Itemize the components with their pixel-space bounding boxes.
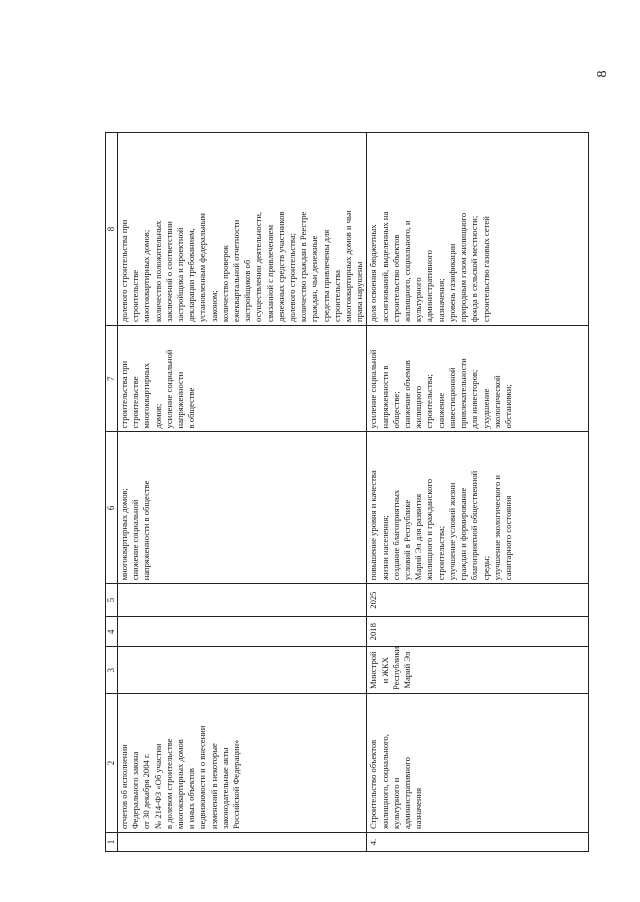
text-line: многоквартирных [141, 363, 152, 429]
row-number-cell [118, 833, 367, 852]
indicators-cell [367, 133, 589, 326]
text-line: права нарушены [354, 261, 365, 322]
text-line: связанной с привлечением [264, 224, 275, 322]
text-line: ухудшение [480, 388, 491, 429]
text-line: Марий Эл [402, 651, 413, 689]
measure-cell [118, 693, 367, 832]
text-line: осуществлении деятельности, [253, 211, 264, 322]
text-line: и ЖКХ [379, 657, 390, 684]
text-line: недвижимости и о внесении [197, 725, 208, 830]
text-line: уровень газификации [446, 243, 457, 322]
text-line: ежеквартальной отчетности [231, 219, 242, 322]
text-line: многоквартирных домов [175, 739, 186, 830]
text-line: денежных средств участников [275, 211, 286, 322]
text-line: Марий Эл для развития [413, 493, 424, 581]
text-line: законодательные акты [219, 747, 230, 830]
text-line: декларации требованиям, [186, 228, 197, 322]
text-line: условий в Республике [402, 499, 413, 581]
text-line: установленным федеральным [197, 213, 208, 322]
text-line: строительства [331, 270, 342, 322]
program-table [105, 132, 589, 852]
text-line: отчетов об исполнении [119, 744, 129, 830]
text-line: напряженности в обществе [141, 480, 152, 581]
text-line: напряженности в [379, 365, 390, 429]
text-line: средства привлечены для [320, 229, 331, 322]
text-line: количество положительных [152, 220, 163, 322]
text-line: жилищного и гражданского [424, 479, 435, 581]
text-line: количество граждан в Реестре [298, 211, 309, 322]
header-cell-5: 5 [106, 584, 118, 617]
header-cell-4: 4 [106, 616, 118, 647]
text-line: жизни населения; [379, 515, 390, 581]
header-cell-2: 2 [106, 693, 118, 832]
text-line: Строительство объектов [368, 739, 379, 830]
executor-cell [367, 647, 589, 693]
text-line: строительство газовых сетей [480, 216, 491, 322]
consequences-cell [367, 326, 589, 432]
text-line: фонда в сельской местности; [469, 215, 480, 322]
table-row [118, 133, 367, 852]
row-number-cell: 4. [367, 833, 589, 852]
text-line: Российской Федерации» [231, 739, 242, 830]
end-year-cell [118, 584, 367, 617]
text-line: жилищного [413, 385, 424, 429]
text-line: среды; [480, 555, 491, 581]
text-line: снижение [435, 392, 446, 429]
text-line: снижение социальной [130, 499, 141, 581]
table-header-row [106, 133, 118, 852]
table-row [367, 133, 589, 852]
text-line: природным газом жилищного [458, 212, 469, 322]
text-line: № 214-ФЗ «Об участии [152, 743, 163, 830]
page-number: 8 [595, 70, 610, 78]
text-line: снижение объемов [402, 360, 413, 429]
text-line: домов; [152, 403, 163, 429]
text-line: долевого строительства; [287, 232, 298, 322]
text-line: долевого строительства при [119, 219, 129, 322]
text-line: многоквартирных домов; [119, 488, 129, 581]
text-line: доля освоения бюджетных [368, 224, 379, 322]
text-line: обществе; [390, 391, 401, 429]
text-line: напряженности [175, 371, 186, 429]
text-line: от 30 декабря 2004 г. [141, 753, 152, 830]
header-cell-7: 7 [106, 326, 118, 432]
text-line: создание благоприятных [390, 489, 401, 581]
expected-result-cell [367, 432, 589, 584]
executor-cell [118, 647, 367, 693]
text-line: усиление социальной [368, 349, 379, 429]
text-line: заключений о соответствии [163, 221, 174, 322]
text-line: административного [402, 757, 413, 830]
text-line: назначения; [435, 278, 446, 322]
text-line: усиление социальной [163, 349, 174, 429]
header-cell-3: 3 [106, 647, 118, 693]
text-line: и иных объектов [186, 768, 197, 830]
text-line: улучшение условий жизни [446, 482, 457, 581]
start-year-cell: 2018 [367, 616, 589, 647]
text-line: изменений в некоторые [208, 743, 219, 830]
text-line: строительстве [130, 376, 141, 429]
text-line: строительство объектов [390, 234, 401, 322]
text-line: строительства; [424, 374, 435, 429]
text-line: Республики [390, 646, 401, 690]
text-line: благоприятной общественной [469, 470, 480, 581]
text-line: санитарного состояния [502, 495, 513, 581]
text-line: жилищного, социального, и [402, 220, 413, 322]
text-line: количество проверок [219, 245, 230, 322]
consequences-cell [118, 326, 367, 432]
text-line: граждан, чьи денежные [309, 235, 320, 322]
text-line: экологической [491, 375, 502, 429]
text-line: граждан и формирование [458, 487, 469, 581]
text-line: административного [424, 250, 435, 322]
text-line: инвестиционной [446, 367, 457, 429]
text-line: строительстве [130, 269, 141, 322]
text-line: назначения [413, 787, 424, 830]
header-cell-8: 8 [106, 133, 118, 326]
text-line: привлекательности [458, 358, 469, 429]
text-line: застройщика и проектной [175, 227, 186, 322]
header-cell-1: 1 [106, 833, 118, 852]
text-line: в обществе [186, 387, 197, 429]
text-line: обстановки; [502, 384, 513, 429]
text-line: многоквартирных домов; [141, 229, 152, 322]
text-line: улучшение экологического и [491, 474, 502, 581]
text-line: в долевом строительстве [163, 738, 174, 830]
text-line: повышение уровня и качества [368, 470, 379, 581]
start-year-cell [118, 616, 367, 647]
expected-result-cell [118, 432, 367, 584]
text-line: ассигнований, выделенных на [379, 211, 390, 322]
text-line: законом; [208, 290, 219, 322]
text-line: жилищного, социального, [379, 734, 390, 830]
text-line: для инвесторов; [469, 369, 480, 429]
end-year-cell: 2025 [367, 584, 589, 617]
rotated-table-container [105, 132, 540, 852]
text-line: застройщиков об [242, 259, 253, 322]
text-line: культурного [413, 277, 424, 322]
header-cell-6: 6 [106, 432, 118, 584]
text-line: многоквартирных домов и чьи [343, 210, 354, 322]
text-line: культурного и [390, 777, 401, 830]
text-line: Федерального закона [130, 751, 141, 830]
measure-cell [367, 693, 589, 832]
indicators-cell [118, 133, 367, 326]
text-line: Минстрой [368, 651, 379, 690]
text-line: строительства при [119, 360, 129, 429]
text-line: строительства; [435, 525, 446, 581]
